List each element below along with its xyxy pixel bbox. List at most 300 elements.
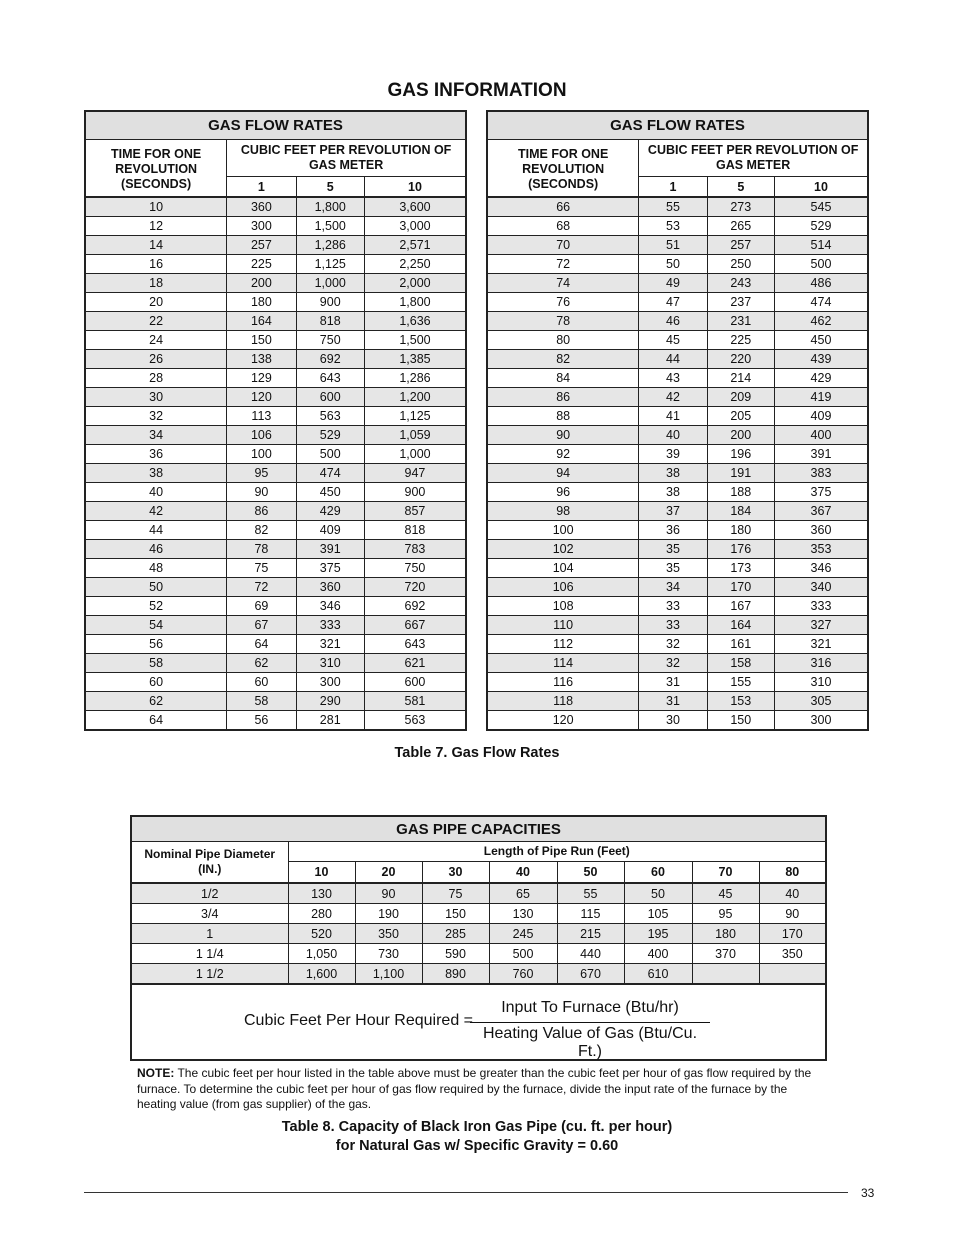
- value-cell: 333: [774, 597, 868, 616]
- table-row: [132, 944, 825, 964]
- time-cell: 44: [85, 521, 227, 540]
- time-cell: 86: [487, 388, 639, 407]
- time-cell: 16: [85, 255, 227, 274]
- table-row: [487, 426, 868, 445]
- value-cell: 53: [639, 217, 707, 236]
- table-row: [85, 312, 466, 331]
- pipe-diameter-cell: 1: [132, 924, 288, 944]
- value-cell: 95: [227, 464, 296, 483]
- footer-rule: [84, 1192, 848, 1193]
- table-heading: GAS FLOW RATES: [85, 111, 466, 140]
- table-row: [487, 673, 868, 692]
- table-row: [85, 369, 466, 388]
- table-row: [487, 312, 868, 331]
- value-cell: 1,059: [364, 426, 466, 445]
- time-cell: 58: [85, 654, 227, 673]
- value-cell: 50: [624, 883, 692, 904]
- table-row: [85, 635, 466, 654]
- value-cell: 130: [489, 904, 557, 924]
- value-cell: 285: [422, 924, 489, 944]
- time-cell: 108: [487, 597, 639, 616]
- time-cell: 84: [487, 369, 639, 388]
- table-row: [85, 521, 466, 540]
- table-row: [487, 236, 868, 255]
- value-cell: 486: [774, 274, 868, 293]
- table-row: [487, 331, 868, 350]
- table-row: [487, 521, 868, 540]
- value-cell: 529: [296, 426, 364, 445]
- value-cell: 50: [639, 255, 707, 274]
- pipe-length-column-header: 70: [692, 862, 759, 884]
- value-cell: 86: [227, 502, 296, 521]
- table-row: [487, 369, 868, 388]
- table-row: [487, 274, 868, 293]
- value-cell: 153: [707, 692, 774, 711]
- value-cell: 237: [707, 293, 774, 312]
- value-cell: 450: [774, 331, 868, 350]
- time-cell: 22: [85, 312, 227, 331]
- value-cell: 900: [296, 293, 364, 312]
- value-cell: 158: [707, 654, 774, 673]
- value-cell: 180: [692, 924, 759, 944]
- value-cell: 180: [707, 521, 774, 540]
- value-cell: 370: [692, 944, 759, 964]
- time-cell: 70: [487, 236, 639, 255]
- table-row: [487, 255, 868, 274]
- value-cell: 38: [639, 483, 707, 502]
- table-row: [487, 388, 868, 407]
- value-cell: 409: [296, 521, 364, 540]
- value-cell: 72: [227, 578, 296, 597]
- value-cell: 340: [774, 578, 868, 597]
- table-row: [85, 407, 466, 426]
- time-cell: 48: [85, 559, 227, 578]
- value-cell: 360: [296, 578, 364, 597]
- time-cell: 100: [487, 521, 639, 540]
- time-cell: 56: [85, 635, 227, 654]
- value-cell: 113: [227, 407, 296, 426]
- value-cell: 1,500: [296, 217, 364, 236]
- value-cell: 720: [364, 578, 466, 597]
- value-cell: 257: [707, 236, 774, 255]
- value-cell: 38: [639, 464, 707, 483]
- value-cell: 333: [296, 616, 364, 635]
- value-cell: 31: [639, 692, 707, 711]
- value-cell: 3,000: [364, 217, 466, 236]
- time-cell: 46: [85, 540, 227, 559]
- value-cell: 462: [774, 312, 868, 331]
- value-cell: 40: [639, 426, 707, 445]
- value-cell: 106: [227, 426, 296, 445]
- value-cell: 200: [227, 274, 296, 293]
- value-cell: 75: [422, 883, 489, 904]
- table-row: [85, 426, 466, 445]
- pipe-length-column-header: 50: [557, 862, 624, 884]
- value-cell: 195: [624, 924, 692, 944]
- value-cell: 692: [364, 597, 466, 616]
- table-row: [487, 578, 868, 597]
- value-cell: 529: [774, 217, 868, 236]
- value-cell: 45: [692, 883, 759, 904]
- value-cell: 42: [639, 388, 707, 407]
- value-cell: 1,800: [364, 293, 466, 312]
- value-cell: 257: [227, 236, 296, 255]
- value-cell: 310: [774, 673, 868, 692]
- note-text: The cubic feet per hour listed in the table above must be greater than the cubic feet per hour of gas flow required by the furnace. To determine the cubic feet per hour of gas flow required by the furnace, divide the input rate of the furnace by the heating value (from gas supplier) of the gas.: [137, 1066, 812, 1111]
- value-cell: 225: [227, 255, 296, 274]
- table-row: [487, 654, 868, 673]
- value-cell: 2,250: [364, 255, 466, 274]
- value-cell: 1,050: [288, 944, 355, 964]
- value-cell: 105: [624, 904, 692, 924]
- value-cell: 1,286: [296, 236, 364, 255]
- value-cell: 82: [227, 521, 296, 540]
- value-cell: 33: [639, 616, 707, 635]
- value-cell: 429: [296, 502, 364, 521]
- value-cell: 643: [296, 369, 364, 388]
- value-cell: 2,571: [364, 236, 466, 255]
- table-row: [487, 483, 868, 502]
- formula-numerator: Input To Furnace (Btu/hr): [501, 999, 679, 1016]
- time-cell: 28: [85, 369, 227, 388]
- time-cell: 104: [487, 559, 639, 578]
- time-cell: 120: [487, 711, 639, 731]
- table-row: [85, 350, 466, 369]
- value-cell: 316: [774, 654, 868, 673]
- time-cell: 94: [487, 464, 639, 483]
- time-cell: 96: [487, 483, 639, 502]
- value-cell: 1,200: [364, 388, 466, 407]
- column-header-5: 5: [707, 177, 774, 198]
- value-cell: 419: [774, 388, 868, 407]
- value-cell: 40: [759, 883, 825, 904]
- value-cell: 500: [489, 944, 557, 964]
- time-cell: 66: [487, 197, 639, 217]
- value-cell: 180: [227, 293, 296, 312]
- value-cell: 730: [355, 944, 422, 964]
- value-cell: [759, 964, 825, 985]
- value-cell: 150: [227, 331, 296, 350]
- value-cell: 62: [227, 654, 296, 673]
- value-cell: 300: [296, 673, 364, 692]
- value-cell: 90: [759, 904, 825, 924]
- table-row: [487, 711, 868, 731]
- value-cell: 353: [774, 540, 868, 559]
- time-cell: 90: [487, 426, 639, 445]
- value-cell: 281: [296, 711, 364, 731]
- column-header-5: 5: [296, 177, 364, 198]
- value-cell: 439: [774, 350, 868, 369]
- value-cell: 1,100: [355, 964, 422, 985]
- table-row: [85, 559, 466, 578]
- gas-pipe-capacities-table: [132, 817, 825, 985]
- time-cell: 72: [487, 255, 639, 274]
- time-cell: 18: [85, 274, 227, 293]
- value-cell: 563: [364, 711, 466, 731]
- time-cell: 38: [85, 464, 227, 483]
- value-cell: 129: [227, 369, 296, 388]
- table-7-caption: Table 7. Gas Flow Rates: [394, 745, 560, 761]
- value-cell: 43: [639, 369, 707, 388]
- value-cell: 34: [639, 578, 707, 597]
- value-cell: 321: [296, 635, 364, 654]
- value-cell: 280: [288, 904, 355, 924]
- pipe-length-column-header: 60: [624, 862, 692, 884]
- table-row: [85, 616, 466, 635]
- value-cell: 590: [422, 944, 489, 964]
- value-cell: 67: [227, 616, 296, 635]
- table-row: [85, 236, 466, 255]
- value-cell: 196: [707, 445, 774, 464]
- value-cell: 581: [364, 692, 466, 711]
- table-8-caption-line-2: for Natural Gas w/ Specific Gravity = 0.60: [335, 1138, 619, 1154]
- value-cell: 41: [639, 407, 707, 426]
- value-cell: 409: [774, 407, 868, 426]
- value-cell: 600: [364, 673, 466, 692]
- value-cell: 176: [707, 540, 774, 559]
- value-cell: 161: [707, 635, 774, 654]
- table-row: [85, 483, 466, 502]
- value-cell: 209: [707, 388, 774, 407]
- time-cell: 12: [85, 217, 227, 236]
- table-row: [487, 217, 868, 236]
- table-row: [487, 197, 868, 217]
- value-cell: 220: [707, 350, 774, 369]
- value-cell: 818: [364, 521, 466, 540]
- table-row: [487, 407, 868, 426]
- value-cell: 55: [557, 883, 624, 904]
- formula-denominator: Heating Value of Gas (Btu/Cu. Ft.): [482, 1025, 698, 1060]
- table-row: [487, 293, 868, 312]
- value-cell: 167: [707, 597, 774, 616]
- value-cell: 170: [759, 924, 825, 944]
- table-row: [487, 350, 868, 369]
- value-cell: 64: [227, 635, 296, 654]
- value-cell: 243: [707, 274, 774, 293]
- pipe-diameter-cell: 1/2: [132, 883, 288, 904]
- time-cell: 106: [487, 578, 639, 597]
- value-cell: 200: [707, 426, 774, 445]
- value-cell: [692, 964, 759, 985]
- time-cell: 40: [85, 483, 227, 502]
- value-cell: 69: [227, 597, 296, 616]
- value-cell: 173: [707, 559, 774, 578]
- value-cell: 520: [288, 924, 355, 944]
- table-row: [85, 197, 466, 217]
- value-cell: 36: [639, 521, 707, 540]
- time-cell: 88: [487, 407, 639, 426]
- table-row: [487, 559, 868, 578]
- value-cell: 360: [774, 521, 868, 540]
- value-cell: 440: [557, 944, 624, 964]
- table-row: [487, 445, 868, 464]
- value-cell: 37: [639, 502, 707, 521]
- table-row: [487, 540, 868, 559]
- value-cell: 170: [707, 578, 774, 597]
- time-cell: 114: [487, 654, 639, 673]
- value-cell: 947: [364, 464, 466, 483]
- value-cell: 500: [774, 255, 868, 274]
- pipe-length-header: Length of Pipe Run (Feet): [288, 842, 825, 862]
- value-cell: 75: [227, 559, 296, 578]
- table-heading: GAS FLOW RATES: [487, 111, 868, 140]
- value-cell: 35: [639, 559, 707, 578]
- value-cell: 514: [774, 236, 868, 255]
- value-cell: 90: [355, 883, 422, 904]
- value-cell: 563: [296, 407, 364, 426]
- value-cell: 188: [707, 483, 774, 502]
- time-cell: 52: [85, 597, 227, 616]
- cubic-feet-header: CUBIC FEET PER REVOLUTION OF GAS METER: [227, 140, 466, 177]
- time-column-header: TIME FOR ONE REVOLUTION (SECONDS): [487, 140, 639, 198]
- value-cell: 190: [355, 904, 422, 924]
- time-cell: 62: [85, 692, 227, 711]
- value-cell: 643: [364, 635, 466, 654]
- value-cell: 1,500: [364, 331, 466, 350]
- value-cell: 290: [296, 692, 364, 711]
- value-cell: 1,000: [364, 445, 466, 464]
- value-cell: 818: [296, 312, 364, 331]
- time-cell: 20: [85, 293, 227, 312]
- value-cell: 400: [624, 944, 692, 964]
- table-row: [85, 388, 466, 407]
- value-cell: 391: [296, 540, 364, 559]
- value-cell: 857: [364, 502, 466, 521]
- value-cell: 58: [227, 692, 296, 711]
- table-8-caption-line-1: Table 8. Capacity of Black Iron Gas Pipe (cu. ft. per hour): [281, 1119, 673, 1135]
- time-cell: 74: [487, 274, 639, 293]
- value-cell: 51: [639, 236, 707, 255]
- value-cell: 60: [227, 673, 296, 692]
- value-cell: 383: [774, 464, 868, 483]
- value-cell: 667: [364, 616, 466, 635]
- value-cell: 750: [364, 559, 466, 578]
- table-row: [85, 540, 466, 559]
- value-cell: 231: [707, 312, 774, 331]
- value-cell: 474: [296, 464, 364, 483]
- value-cell: 265: [707, 217, 774, 236]
- value-cell: 350: [355, 924, 422, 944]
- time-cell: 102: [487, 540, 639, 559]
- note-paragraph: [137, 1066, 827, 1113]
- time-cell: 68: [487, 217, 639, 236]
- formula-label: Cubic Feet Per Hour Required =: [244, 1012, 473, 1029]
- value-cell: 30: [639, 711, 707, 731]
- value-cell: 375: [774, 483, 868, 502]
- time-cell: 60: [85, 673, 227, 692]
- value-cell: 191: [707, 464, 774, 483]
- value-cell: 346: [774, 559, 868, 578]
- pipe-length-column-header: 20: [355, 862, 422, 884]
- value-cell: 1,125: [296, 255, 364, 274]
- value-cell: 47: [639, 293, 707, 312]
- value-cell: 670: [557, 964, 624, 985]
- value-cell: 474: [774, 293, 868, 312]
- time-cell: 64: [85, 711, 227, 731]
- value-cell: 184: [707, 502, 774, 521]
- value-cell: 1,600: [288, 964, 355, 985]
- value-cell: 300: [227, 217, 296, 236]
- value-cell: 2,000: [364, 274, 466, 293]
- table-row: [85, 597, 466, 616]
- value-cell: 783: [364, 540, 466, 559]
- fraction-bar: [470, 1022, 710, 1023]
- column-header-1: 1: [639, 177, 707, 198]
- value-cell: 100: [227, 445, 296, 464]
- value-cell: 750: [296, 331, 364, 350]
- table-row: [487, 464, 868, 483]
- value-cell: 164: [707, 616, 774, 635]
- value-cell: 49: [639, 274, 707, 293]
- value-cell: 360: [227, 197, 296, 217]
- pipe-diameter-cell: 1 1/2: [132, 964, 288, 985]
- column-header-10: 10: [774, 177, 868, 198]
- column-header-10: 10: [364, 177, 466, 198]
- time-cell: 92: [487, 445, 639, 464]
- gas-flow-rates-table-right: [486, 110, 869, 731]
- table-row: [85, 274, 466, 293]
- pipe-diameter-cell: 1 1/4: [132, 944, 288, 964]
- table-row: [85, 255, 466, 274]
- value-cell: 300: [774, 711, 868, 731]
- value-cell: 900: [364, 483, 466, 502]
- time-cell: 98: [487, 502, 639, 521]
- table-row: [85, 692, 466, 711]
- value-cell: 215: [557, 924, 624, 944]
- value-cell: 225: [707, 331, 774, 350]
- nominal-diameter-header: Nominal Pipe Diameter (IN.): [132, 842, 288, 884]
- time-cell: 32: [85, 407, 227, 426]
- value-cell: 65: [489, 883, 557, 904]
- value-cell: 367: [774, 502, 868, 521]
- value-cell: 350: [759, 944, 825, 964]
- value-cell: 155: [707, 673, 774, 692]
- value-cell: 1,385: [364, 350, 466, 369]
- value-cell: 1,800: [296, 197, 364, 217]
- cubic-feet-header: CUBIC FEET PER REVOLUTION OF GAS METER: [639, 140, 868, 177]
- value-cell: 205: [707, 407, 774, 426]
- value-cell: 214: [707, 369, 774, 388]
- time-cell: 50: [85, 578, 227, 597]
- time-cell: 24: [85, 331, 227, 350]
- table-row: [85, 578, 466, 597]
- gas-flow-rates-table-left: [84, 110, 467, 731]
- page-title: GAS INFORMATION: [387, 80, 567, 101]
- table-row: [487, 635, 868, 654]
- time-cell: 78: [487, 312, 639, 331]
- time-cell: 82: [487, 350, 639, 369]
- gas-pipe-capacities-box: [130, 815, 827, 1061]
- value-cell: 310: [296, 654, 364, 673]
- value-cell: 1,000: [296, 274, 364, 293]
- table-row: [85, 293, 466, 312]
- time-cell: 42: [85, 502, 227, 521]
- table-row: [132, 964, 825, 985]
- value-cell: 32: [639, 654, 707, 673]
- table-row: [132, 924, 825, 944]
- table-heading: GAS PIPE CAPACITIES: [132, 817, 825, 842]
- page-number: 33: [861, 1186, 875, 1200]
- value-cell: 3,600: [364, 197, 466, 217]
- value-cell: 400: [774, 426, 868, 445]
- table-row: [85, 673, 466, 692]
- value-cell: 610: [624, 964, 692, 985]
- value-cell: 164: [227, 312, 296, 331]
- time-cell: 10: [85, 197, 227, 217]
- value-cell: 273: [707, 197, 774, 217]
- time-cell: 34: [85, 426, 227, 445]
- value-cell: 39: [639, 445, 707, 464]
